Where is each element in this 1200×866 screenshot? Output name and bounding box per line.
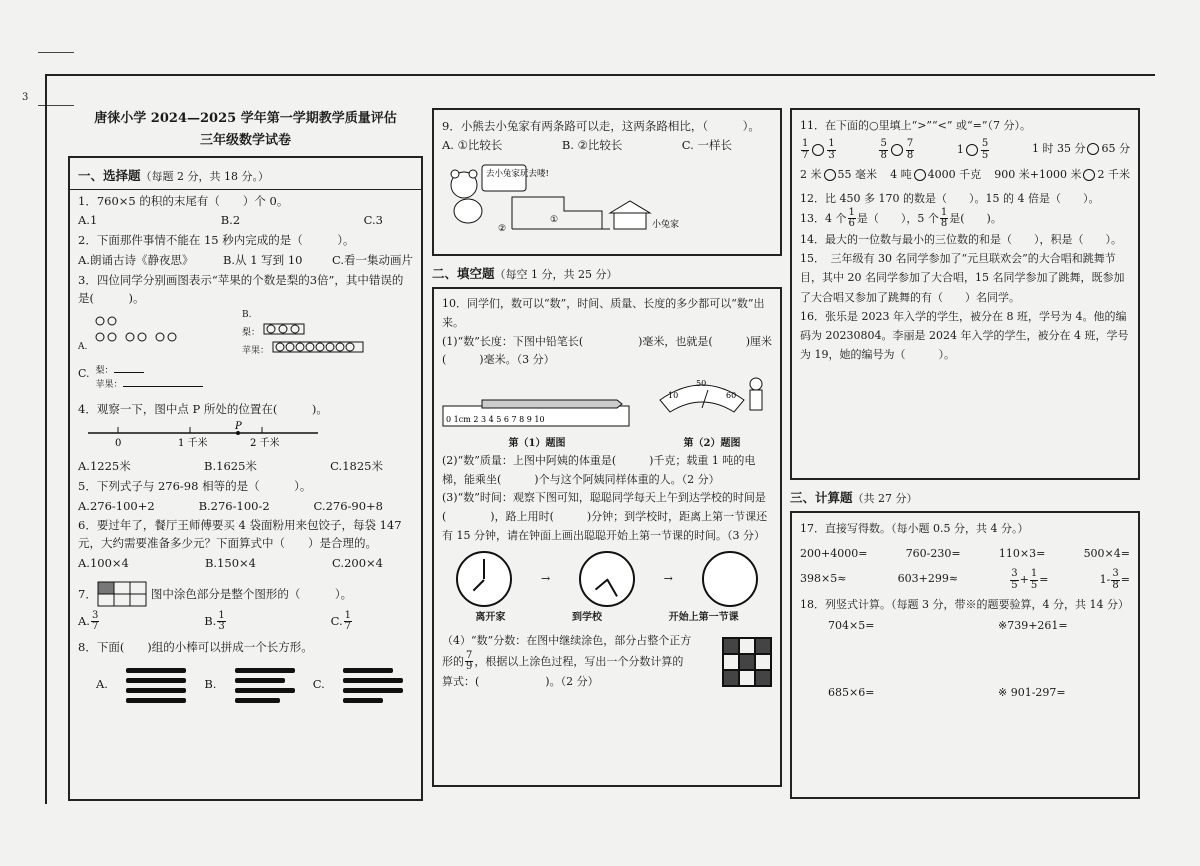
fig1-caption: 第（1）题图: [508, 437, 566, 449]
question-18: 18．列竖式计算。（每题 3 分，带※的题要验算，4 分，共 14 分）: [800, 598, 1129, 612]
section-choice-box: [68, 156, 423, 801]
column-middle: [432, 108, 782, 787]
compare-circle[interactable]: [914, 169, 926, 181]
options-6: A.100×4 B.150×4 C.200×4: [78, 556, 383, 570]
question-5: 5．下列式子与 276-98 相等的是（ ）。: [78, 478, 312, 493]
tick-2: 2 千米: [250, 438, 280, 450]
section-heading: 三、计算题（共 27 分）: [790, 490, 918, 505]
fruit-drawing-a: [90, 309, 210, 349]
question-9: 9．小熊去小兔家有两条路可以走，这两条路相比，（ ）。: [442, 119, 760, 133]
clock-row: → →: [442, 551, 772, 607]
rabbit-house-label: 小兔家: [652, 219, 680, 230]
title-line-1: 唐徕小学 2024—2025 学年第一学期教学质量评估: [94, 111, 397, 126]
compare-circle[interactable]: [1087, 143, 1099, 155]
svg-text:60: 60: [726, 391, 737, 401]
exam-title: [68, 108, 423, 152]
q10-intro: 10．同学们，数可以“数”，时间、质量、长度的多少都可以“数”出来。: [442, 297, 765, 330]
options-9: A. ①比较长 B. ②比较长 C. 一样长: [442, 137, 732, 152]
tick-0: 0: [115, 438, 122, 450]
question-4: 4．观察一下，图中点 P 所处的位置在( )。: [78, 402, 328, 417]
q3-option-b: B. 梨： 苹果：: [242, 309, 364, 379]
compare-circle[interactable]: [891, 144, 903, 156]
ruler: [442, 396, 632, 428]
shaded-figure: [97, 581, 151, 609]
weighing-scale: [652, 370, 772, 428]
compare-circle[interactable]: [812, 144, 824, 156]
compare-row-1: $\frac{1}{7}$ $\frac{1}{3}$ $\frac{5}{8}$ $\frac{7}{8}$ 1 $\frac{5}{5}$ 1 时 35 分 65 分: [802, 138, 1130, 161]
clock-first-class[interactable]: [702, 551, 758, 607]
question-9-box: [432, 108, 782, 256]
calc-box: [790, 511, 1140, 799]
options-1: A.1 B.2 C.3: [78, 213, 383, 228]
calc-row-1: 200+4000= 760-230= 110×3= 500×4=: [800, 547, 1130, 561]
question-13: 13．4 个 $\frac{1}{6}$ 是（ ），5 个 $\frac{1}{8}$ 是( )。: [800, 206, 1002, 230]
sticks-b: [235, 663, 295, 708]
question-7: 7． 图中涂色部分是整个图形的（ ）。: [78, 581, 413, 609]
bear-path-illustration: [442, 157, 772, 235]
clock-arrive-school: [579, 551, 635, 607]
q8-figures: A. B. C.: [78, 659, 413, 708]
section-heading: 二、填空题（每空 1 分，共 25 分）: [432, 266, 618, 281]
page-border: [45, 74, 47, 804]
pear-circles: [263, 323, 305, 335]
sticks-c: [343, 663, 403, 708]
svg-text:0 1cm 2 3 4 5 6 7 8 9: 0 1cm 2 3 4 5 6 7 8 9 10: [446, 415, 545, 425]
compare-circle[interactable]: [966, 144, 978, 156]
sticks-a: [126, 663, 186, 708]
point-p: P: [235, 421, 242, 433]
question-15: 15． 三年级有 30 名同学参加了“元旦联欢会”的大合唱和跳舞节目，其中 20 名同学参加了大合唱，15 名同学参加了跳舞，既参加了大合唱又参加了跳舞的有（ ）名同学。: [800, 252, 1125, 304]
fig2-caption: 第（2）题图: [683, 437, 741, 449]
q10-part-4: （4）“数”分数：在图中继续涂色，部分占整个正方形的 $\frac{7}{9}$ ，根据以上涂色过程，写出一个分数计算的算式：( )。（2 分）: [442, 632, 772, 691]
compare-circle[interactable]: [824, 169, 836, 181]
question-11: 11．在下面的○里填上“>”“<” 或“=”（7 分）。: [800, 119, 1031, 132]
svg-text:①: ①: [550, 214, 559, 225]
options-2: A.朗诵古诗《静夜思》 B.从 1 写到 10 C.看一集动画片: [78, 253, 413, 267]
fraction-grid[interactable]: [722, 637, 772, 687]
q3-option-c: C. 梨： 苹果：: [78, 365, 413, 393]
svg-text:②: ②: [498, 223, 507, 234]
title-line-2: 三年级数学试卷: [199, 133, 291, 149]
question-12: 12．比 450 多 170 的数是（ ）。15 的 4 倍是（ ）。: [800, 191, 1100, 205]
q3-option-a: A.: [78, 309, 228, 379]
section-heading: 一、选择题（每题 2 分，共 18 分。）: [78, 168, 269, 184]
question-2: 2．下面那件事情不能在 15 秒内完成的是（ ）。: [78, 233, 355, 248]
column-left: [68, 108, 423, 801]
q10-part-2: (2)“数”质量：上图中阿姨的体重是( )千克；载重 1 吨的电梯，能乘坐( )个与这个阿姨同样体重的人。（2 分）: [442, 453, 756, 486]
vertical-calc-row-2: 685×6= ※ 901-297=: [828, 685, 1066, 699]
clock-captions: 离开家 到学校 开始上第一节课: [475, 612, 739, 624]
scan-digit: 3: [22, 92, 29, 103]
question-3: 3．四位同学分别画图表示“苹果的个数是梨的3倍”，其中错误的是( )。: [78, 272, 404, 305]
compare-circle[interactable]: [1083, 169, 1095, 181]
page-border: [45, 74, 1155, 76]
options-7: A. $\frac{3}{7}$ B. $\frac{1}{3}$ C. $\frac{1}{7}$: [78, 609, 351, 633]
svg-text:10: 10: [668, 391, 679, 401]
scale-figure: [652, 370, 772, 452]
ruler-figure: [442, 396, 632, 452]
options-4: A.1225米 B.1625米 C.1825米: [78, 458, 383, 473]
question-6: 6．要过年了，餐厅王师傅要买 4 袋面粉用来包饺子，每袋 147 元，大约需要准备多少元？下面算式中（ ）是合理的。: [78, 518, 402, 551]
fill-box-2: [790, 108, 1140, 480]
vertical-calc-row-1: 704×5= ※739+261=: [828, 619, 1068, 633]
scan-mark: [38, 105, 74, 106]
q10-part-1: (1)“数”长度：下图中铅笔长( )毫米，也就是( )厘米( )毫米。（3 分）: [442, 334, 772, 367]
scan-mark: [38, 52, 74, 53]
apple-circles: [272, 341, 364, 353]
question-1: 1．760×5 的积的末尾有（ ）个 0。: [78, 193, 289, 208]
tick-1: 1 千米: [178, 438, 208, 450]
question-16: 16．张乐是 2023 年入学的学生，被分在 8 班，学号为 4。他的编码为 20230804。李丽是 2024 年入学的学生，被分在 4 班，学号为 19，她的编号为（ ）。: [800, 309, 1129, 362]
q10-part-3: (3)“数”时间：观察下图可知，聪聪同学每天上午到达学校的时间是( )，路上用时( )分钟；到学校时，距离上第一节课还有 15 分钟，请在钟面上画出聪聪开始上第一节课的时间。（3 分）: [442, 491, 768, 542]
q10-figures: [442, 370, 772, 452]
number-line: [78, 421, 408, 451]
question-10-box: [432, 287, 782, 787]
speech-bubble: 去小兔家玩去喽!: [486, 168, 549, 179]
question-8: 8．下面( )组的小棒可以拼成一个长方形。: [78, 639, 313, 654]
compare-row-2: 2 米 55 毫米 4 吨 4000 千克 900 米+1000 米 2 千米: [800, 168, 1130, 182]
column-right: [790, 108, 1140, 799]
calc-row-2: 398×5≈ 603+299≈ $\frac{3}{5}$ + $\frac{1}{5}$ = 1- $\frac{3}{8}$ =: [800, 568, 1130, 591]
options-5: A.276-100+2 B.276-100-2 C.276-90+8: [78, 498, 383, 513]
question-17: 17．直接写得数。（每小题 0.5 分，共 4 分。）: [800, 522, 1029, 536]
svg-text:50: 50: [696, 379, 707, 389]
clock-leave-home: [456, 551, 512, 607]
question-14: 14．最大的一位数与最小的三位数的和是（ ），积是（ ）。: [800, 232, 1122, 246]
